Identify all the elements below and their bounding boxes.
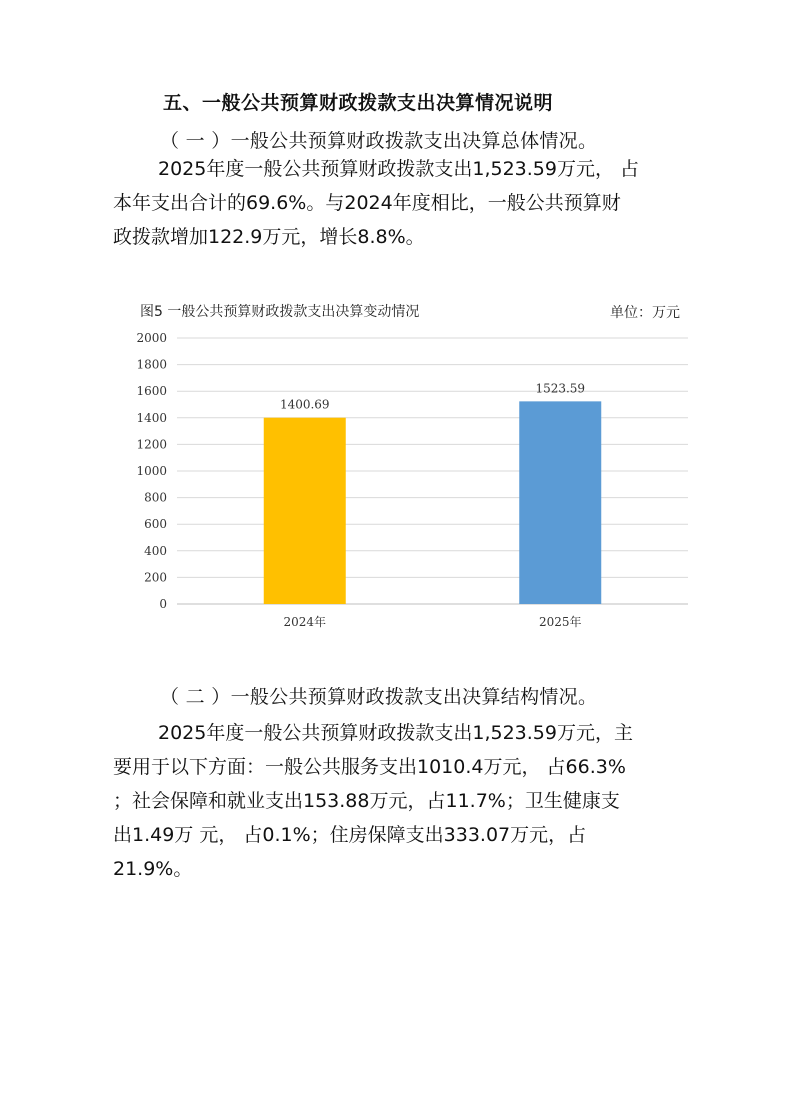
overview-line: 本年支出合计的69.6%。与2024年度相比，一般公共预算财: [113, 192, 621, 214]
y-tick-label: 2000: [136, 331, 167, 345]
y-tick-label: 1400: [136, 410, 167, 425]
y-tick-label: 1800: [136, 357, 167, 372]
structure-paragraph: [113, 716, 693, 886]
structure-line: 要用于以下方面：一般公共服务支出1010.4万元， 占66.3%: [113, 756, 626, 778]
bar-value-label: 1523.59: [535, 381, 586, 396]
overview-paragraph: [113, 152, 693, 254]
y-tick-label: 1000: [136, 464, 167, 478]
structure-heading: （ 二 ）一般公共预算财政拨款支出决算结构情况。: [160, 686, 598, 708]
chart-x-axis: [283, 614, 581, 629]
chart-gridlines: [177, 338, 688, 604]
structure-line: 2025年度一般公共预算财政拨款支出1,523.59万元，主: [158, 722, 633, 744]
x-tick-label: 2025年: [538, 615, 582, 629]
expenditure-change-chart: [135, 296, 695, 636]
y-tick-label: 0: [159, 597, 167, 611]
overview-heading: （ 一 ）一般公共预算财政拨款支出决算总体情况。: [160, 130, 598, 152]
y-tick-label: 1200: [136, 437, 167, 452]
bar: [264, 418, 346, 604]
y-tick-label: 400: [144, 543, 167, 558]
y-tick-label: 200: [144, 570, 167, 585]
chart-title: 图5 一般公共预算财政拨款支出决算变动情况: [140, 304, 420, 320]
chart-svg: [135, 296, 695, 636]
structure-line: ；社会保障和就业支出153.88万元，占11.7%；卫生健康支: [113, 790, 620, 812]
chart-y-axis: [136, 331, 167, 611]
y-tick-label: 600: [144, 517, 167, 532]
overview-line: 2025年度一般公共预算财政拨款支出1,523.59万元， 占: [158, 158, 640, 180]
chart-unit: 单位：万元: [610, 305, 680, 321]
chart-bars: [264, 381, 602, 604]
bar: [519, 401, 601, 604]
y-tick-label: 1600: [136, 384, 167, 399]
bar-value-label: 1400.69: [279, 397, 330, 412]
structure-line: 出1.49万 元， 占0.1%；住房保障支出333.07万元，占: [113, 824, 587, 846]
structure-line: 21.9%。: [113, 858, 193, 880]
overview-line: 政拨款增加122.9万元，增长8.8%。: [113, 226, 425, 248]
y-tick-label: 800: [144, 490, 167, 505]
section-title: 五、一般公共预算财政拨款支出决算情况说明: [163, 92, 554, 114]
x-tick-label: 2024年: [283, 615, 327, 629]
